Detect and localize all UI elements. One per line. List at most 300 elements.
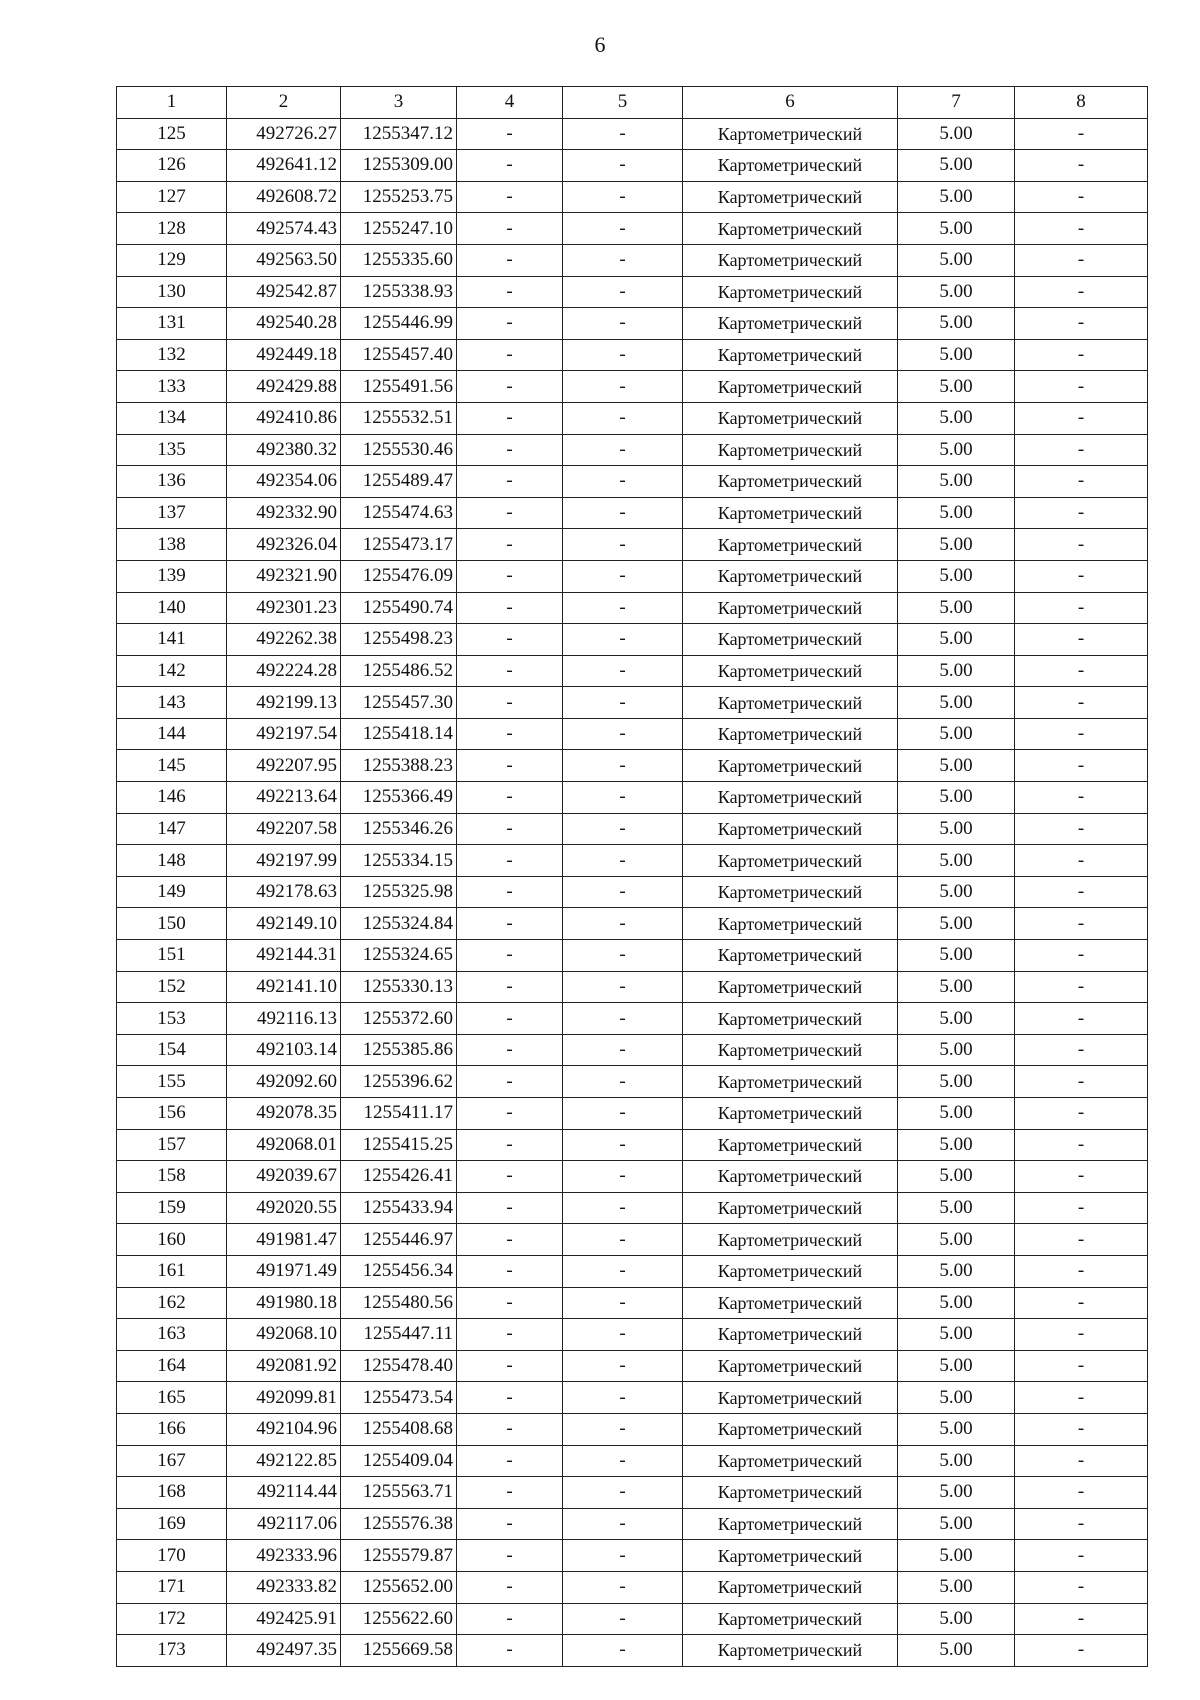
cell-y-coordinate: 1255622.60 [341, 1603, 457, 1635]
cell-y-coordinate: 1255411.17 [341, 1098, 457, 1130]
table-row [117, 592, 1148, 624]
cell-col-8: - [1015, 1255, 1148, 1287]
column-header: 1 [117, 87, 227, 119]
table-row [117, 371, 1148, 403]
cell-col-4: - [457, 624, 563, 656]
cell-x-coordinate: 492104.96 [227, 1413, 341, 1445]
cell-accuracy: 5.00 [898, 592, 1015, 624]
cell-col-4: - [457, 655, 563, 687]
header-row [117, 87, 1148, 119]
cell-point-number: 166 [117, 1413, 227, 1445]
cell-method: Картометрический [683, 1224, 898, 1256]
cell-y-coordinate: 1255579.87 [341, 1540, 457, 1572]
cell-col-8: - [1015, 497, 1148, 529]
cell-col-4: - [457, 971, 563, 1003]
cell-point-number: 148 [117, 845, 227, 877]
cell-col-4: - [457, 339, 563, 371]
cell-col-5: - [563, 150, 683, 182]
cell-col-5: - [563, 592, 683, 624]
cell-point-number: 147 [117, 813, 227, 845]
cell-y-coordinate: 1255253.75 [341, 181, 457, 213]
cell-x-coordinate: 492380.32 [227, 434, 341, 466]
cell-col-5: - [563, 1350, 683, 1382]
cell-point-number: 169 [117, 1508, 227, 1540]
cell-method: Картометрический [683, 687, 898, 719]
cell-col-5: - [563, 971, 683, 1003]
cell-col-5: - [563, 750, 683, 782]
table-row [117, 402, 1148, 434]
cell-x-coordinate: 492301.23 [227, 592, 341, 624]
cell-col-4: - [457, 718, 563, 750]
cell-accuracy: 5.00 [898, 655, 1015, 687]
cell-col-8: - [1015, 908, 1148, 940]
cell-col-8: - [1015, 1224, 1148, 1256]
cell-col-8: - [1015, 1382, 1148, 1414]
cell-col-4: - [457, 908, 563, 940]
cell-col-5: - [563, 782, 683, 814]
cell-accuracy: 5.00 [898, 624, 1015, 656]
cell-y-coordinate: 1255532.51 [341, 402, 457, 434]
cell-point-number: 156 [117, 1098, 227, 1130]
cell-accuracy: 5.00 [898, 1477, 1015, 1509]
table-row [117, 782, 1148, 814]
table-row [117, 908, 1148, 940]
cell-col-4: - [457, 876, 563, 908]
cell-method: Картометрический [683, 1161, 898, 1193]
cell-col-4: - [457, 150, 563, 182]
cell-method: Картометрический [683, 782, 898, 814]
cell-accuracy: 5.00 [898, 118, 1015, 150]
cell-x-coordinate: 492542.87 [227, 276, 341, 308]
cell-method: Картометрический [683, 592, 898, 624]
cell-method: Картометрический [683, 276, 898, 308]
cell-col-4: - [457, 592, 563, 624]
cell-method: Картометрический [683, 1034, 898, 1066]
table-row [117, 560, 1148, 592]
cell-y-coordinate: 1255396.62 [341, 1066, 457, 1098]
cell-method: Картометрический [683, 1255, 898, 1287]
cell-y-coordinate: 1255388.23 [341, 750, 457, 782]
cell-y-coordinate: 1255335.60 [341, 244, 457, 276]
cell-y-coordinate: 1255489.47 [341, 466, 457, 498]
cell-point-number: 150 [117, 908, 227, 940]
cell-col-8: - [1015, 655, 1148, 687]
cell-y-coordinate: 1255457.40 [341, 339, 457, 371]
cell-col-8: - [1015, 750, 1148, 782]
cell-y-coordinate: 1255408.68 [341, 1413, 457, 1445]
cell-accuracy: 5.00 [898, 1161, 1015, 1193]
cell-method: Картометрический [683, 1319, 898, 1351]
cell-method: Картометрический [683, 813, 898, 845]
cell-point-number: 135 [117, 434, 227, 466]
cell-col-8: - [1015, 1034, 1148, 1066]
cell-col-4: - [457, 1540, 563, 1572]
cell-col-8: - [1015, 1129, 1148, 1161]
cell-col-8: - [1015, 1603, 1148, 1635]
cell-method: Картометрический [683, 1350, 898, 1382]
cell-method: Картометрический [683, 1066, 898, 1098]
cell-accuracy: 5.00 [898, 1571, 1015, 1603]
cell-col-5: - [563, 1098, 683, 1130]
cell-x-coordinate: 492068.10 [227, 1319, 341, 1351]
cell-point-number: 149 [117, 876, 227, 908]
cell-accuracy: 5.00 [898, 782, 1015, 814]
cell-col-5: - [563, 1129, 683, 1161]
cell-point-number: 154 [117, 1034, 227, 1066]
cell-col-8: - [1015, 150, 1148, 182]
cell-x-coordinate: 492144.31 [227, 940, 341, 972]
cell-col-5: - [563, 1034, 683, 1066]
cell-y-coordinate: 1255669.58 [341, 1635, 457, 1667]
table-row [117, 150, 1148, 182]
table-row [117, 750, 1148, 782]
cell-col-8: - [1015, 213, 1148, 245]
table-row [117, 1413, 1148, 1445]
cell-col-8: - [1015, 813, 1148, 845]
cell-col-8: - [1015, 1350, 1148, 1382]
cell-col-5: - [563, 560, 683, 592]
cell-x-coordinate: 492332.90 [227, 497, 341, 529]
cell-x-coordinate: 492429.88 [227, 371, 341, 403]
cell-accuracy: 5.00 [898, 813, 1015, 845]
cell-col-8: - [1015, 1192, 1148, 1224]
cell-y-coordinate: 1255576.38 [341, 1508, 457, 1540]
cell-method: Картометрический [683, 1635, 898, 1667]
table-row [117, 687, 1148, 719]
cell-y-coordinate: 1255418.14 [341, 718, 457, 750]
cell-x-coordinate: 492092.60 [227, 1066, 341, 1098]
cell-col-8: - [1015, 181, 1148, 213]
cell-method: Картометрический [683, 529, 898, 561]
cell-accuracy: 5.00 [898, 1098, 1015, 1130]
cell-col-8: - [1015, 1413, 1148, 1445]
table-row [117, 655, 1148, 687]
cell-col-5: - [563, 687, 683, 719]
cell-accuracy: 5.00 [898, 750, 1015, 782]
table-row [117, 1098, 1148, 1130]
cell-method: Картометрический [683, 908, 898, 940]
cell-point-number: 137 [117, 497, 227, 529]
cell-method: Картометрический [683, 1098, 898, 1130]
cell-method: Картометрический [683, 1445, 898, 1477]
cell-point-number: 130 [117, 276, 227, 308]
cell-x-coordinate: 492117.06 [227, 1508, 341, 1540]
table-row [117, 466, 1148, 498]
cell-col-5: - [563, 718, 683, 750]
cell-point-number: 136 [117, 466, 227, 498]
cell-point-number: 143 [117, 687, 227, 719]
table-row [117, 308, 1148, 340]
cell-y-coordinate: 1255324.65 [341, 940, 457, 972]
cell-col-4: - [457, 1003, 563, 1035]
cell-col-8: - [1015, 592, 1148, 624]
cell-col-8: - [1015, 940, 1148, 972]
cell-x-coordinate: 492425.91 [227, 1603, 341, 1635]
cell-col-8: - [1015, 339, 1148, 371]
cell-col-4: - [457, 1224, 563, 1256]
cell-method: Картометрический [683, 1287, 898, 1319]
cell-col-4: - [457, 213, 563, 245]
table-row [117, 1224, 1148, 1256]
cell-point-number: 171 [117, 1571, 227, 1603]
cell-method: Картометрический [683, 244, 898, 276]
cell-method: Картометрический [683, 402, 898, 434]
cell-col-5: - [563, 1319, 683, 1351]
cell-point-number: 167 [117, 1445, 227, 1477]
cell-method: Картометрический [683, 308, 898, 340]
cell-col-4: - [457, 1098, 563, 1130]
cell-x-coordinate: 492207.95 [227, 750, 341, 782]
table-row [117, 1255, 1148, 1287]
cell-y-coordinate: 1255346.26 [341, 813, 457, 845]
cell-col-5: - [563, 655, 683, 687]
cell-col-5: - [563, 529, 683, 561]
cell-accuracy: 5.00 [898, 529, 1015, 561]
cell-col-4: - [457, 1129, 563, 1161]
cell-y-coordinate: 1255456.34 [341, 1255, 457, 1287]
cell-y-coordinate: 1255385.86 [341, 1034, 457, 1066]
cell-col-8: - [1015, 1477, 1148, 1509]
cell-col-5: - [563, 1066, 683, 1098]
cell-y-coordinate: 1255490.74 [341, 592, 457, 624]
cell-y-coordinate: 1255652.00 [341, 1571, 457, 1603]
cell-x-coordinate: 492020.55 [227, 1192, 341, 1224]
table-row [117, 813, 1148, 845]
cell-accuracy: 5.00 [898, 1192, 1015, 1224]
cell-col-8: - [1015, 560, 1148, 592]
cell-col-8: - [1015, 276, 1148, 308]
table-row [117, 718, 1148, 750]
cell-method: Картометрический [683, 655, 898, 687]
cell-point-number: 161 [117, 1255, 227, 1287]
cell-method: Картометрический [683, 1129, 898, 1161]
cell-x-coordinate: 492178.63 [227, 876, 341, 908]
cell-col-5: - [563, 845, 683, 877]
cell-y-coordinate: 1255474.63 [341, 497, 457, 529]
cell-point-number: 165 [117, 1382, 227, 1414]
cell-accuracy: 5.00 [898, 1413, 1015, 1445]
table-row [117, 1066, 1148, 1098]
cell-col-5: - [563, 1540, 683, 1572]
cell-method: Картометрический [683, 1540, 898, 1572]
cell-col-5: - [563, 1571, 683, 1603]
cell-col-8: - [1015, 1635, 1148, 1667]
cell-col-5: - [563, 1413, 683, 1445]
cell-y-coordinate: 1255347.12 [341, 118, 457, 150]
cell-accuracy: 5.00 [898, 1287, 1015, 1319]
cell-y-coordinate: 1255478.40 [341, 1350, 457, 1382]
cell-col-4: - [457, 1413, 563, 1445]
cell-col-4: - [457, 497, 563, 529]
table-row [117, 845, 1148, 877]
cell-col-5: - [563, 908, 683, 940]
table-row [117, 1635, 1148, 1667]
cell-x-coordinate: 492449.18 [227, 339, 341, 371]
table-row [117, 1161, 1148, 1193]
cell-col-8: - [1015, 1540, 1148, 1572]
cell-accuracy: 5.00 [898, 1129, 1015, 1161]
cell-x-coordinate: 492224.28 [227, 655, 341, 687]
cell-col-5: - [563, 434, 683, 466]
cell-col-5: - [563, 497, 683, 529]
cell-col-5: - [563, 624, 683, 656]
cell-col-4: - [457, 782, 563, 814]
table-row [117, 1350, 1148, 1382]
cell-method: Картометрический [683, 1603, 898, 1635]
cell-col-4: - [457, 1571, 563, 1603]
cell-method: Картометрический [683, 876, 898, 908]
cell-y-coordinate: 1255486.52 [341, 655, 457, 687]
cell-method: Картометрический [683, 434, 898, 466]
cell-point-number: 160 [117, 1224, 227, 1256]
cell-accuracy: 5.00 [898, 1508, 1015, 1540]
cell-col-8: - [1015, 718, 1148, 750]
cell-accuracy: 5.00 [898, 244, 1015, 276]
cell-col-5: - [563, 1382, 683, 1414]
cell-col-5: - [563, 1192, 683, 1224]
cell-x-coordinate: 492116.13 [227, 1003, 341, 1035]
table-row [117, 1508, 1148, 1540]
cell-x-coordinate: 492207.58 [227, 813, 341, 845]
cell-method: Картометрический [683, 1477, 898, 1509]
cell-y-coordinate: 1255530.46 [341, 434, 457, 466]
cell-col-5: - [563, 1477, 683, 1509]
cell-x-coordinate: 492540.28 [227, 308, 341, 340]
cell-x-coordinate: 492141.10 [227, 971, 341, 1003]
cell-y-coordinate: 1255409.04 [341, 1445, 457, 1477]
cell-accuracy: 5.00 [898, 687, 1015, 719]
cell-col-4: - [457, 750, 563, 782]
cell-col-5: - [563, 1635, 683, 1667]
cell-point-number: 146 [117, 782, 227, 814]
cell-accuracy: 5.00 [898, 466, 1015, 498]
cell-col-8: - [1015, 782, 1148, 814]
table-row [117, 1192, 1148, 1224]
cell-x-coordinate: 492326.04 [227, 529, 341, 561]
cell-point-number: 163 [117, 1319, 227, 1351]
cell-y-coordinate: 1255446.97 [341, 1224, 457, 1256]
cell-y-coordinate: 1255372.60 [341, 1003, 457, 1035]
cell-col-4: - [457, 560, 563, 592]
cell-col-5: - [563, 876, 683, 908]
cell-method: Картометрический [683, 181, 898, 213]
cell-col-4: - [457, 118, 563, 150]
cell-col-4: - [457, 813, 563, 845]
cell-col-8: - [1015, 371, 1148, 403]
cell-method: Картометрический [683, 1192, 898, 1224]
cell-col-5: - [563, 466, 683, 498]
cell-col-4: - [457, 1255, 563, 1287]
table-row [117, 1287, 1148, 1319]
cell-col-8: - [1015, 1098, 1148, 1130]
cell-x-coordinate: 492197.99 [227, 845, 341, 877]
cell-col-4: - [457, 181, 563, 213]
cell-col-4: - [457, 1319, 563, 1351]
column-header: 4 [457, 87, 563, 119]
cell-y-coordinate: 1255491.56 [341, 371, 457, 403]
cell-col-5: - [563, 181, 683, 213]
cell-accuracy: 5.00 [898, 497, 1015, 529]
column-header: 8 [1015, 87, 1148, 119]
column-header: 7 [898, 87, 1015, 119]
column-header: 2 [227, 87, 341, 119]
cell-col-5: - [563, 118, 683, 150]
cell-accuracy: 5.00 [898, 150, 1015, 182]
cell-method: Картометрический [683, 1413, 898, 1445]
cell-col-8: - [1015, 1066, 1148, 1098]
cell-x-coordinate: 492039.67 [227, 1161, 341, 1193]
table-row [117, 339, 1148, 371]
cell-x-coordinate: 492410.86 [227, 402, 341, 434]
cell-accuracy: 5.00 [898, 1540, 1015, 1572]
cell-x-coordinate: 492078.35 [227, 1098, 341, 1130]
cell-col-5: - [563, 940, 683, 972]
cell-y-coordinate: 1255473.17 [341, 529, 457, 561]
cell-point-number: 157 [117, 1129, 227, 1161]
cell-y-coordinate: 1255446.99 [341, 308, 457, 340]
table-row [117, 971, 1148, 1003]
cell-accuracy: 5.00 [898, 1635, 1015, 1667]
cell-method: Картометрический [683, 1508, 898, 1540]
cell-method: Картометрический [683, 497, 898, 529]
cell-accuracy: 5.00 [898, 308, 1015, 340]
table-row [117, 1540, 1148, 1572]
table-row [117, 181, 1148, 213]
cell-y-coordinate: 1255426.41 [341, 1161, 457, 1193]
cell-accuracy: 5.00 [898, 971, 1015, 1003]
cell-x-coordinate: 492197.54 [227, 718, 341, 750]
cell-point-number: 173 [117, 1635, 227, 1667]
cell-y-coordinate: 1255324.84 [341, 908, 457, 940]
cell-method: Картометрический [683, 371, 898, 403]
cell-x-coordinate: 492497.35 [227, 1635, 341, 1667]
table-row [117, 1129, 1148, 1161]
cell-col-4: - [457, 1192, 563, 1224]
cell-point-number: 132 [117, 339, 227, 371]
cell-point-number: 144 [117, 718, 227, 750]
cell-col-5: - [563, 1255, 683, 1287]
cell-accuracy: 5.00 [898, 940, 1015, 972]
table-row [117, 529, 1148, 561]
cell-y-coordinate: 1255447.11 [341, 1319, 457, 1351]
cell-accuracy: 5.00 [898, 1255, 1015, 1287]
cell-x-coordinate: 491971.49 [227, 1255, 341, 1287]
cell-method: Картометрический [683, 718, 898, 750]
cell-y-coordinate: 1255334.15 [341, 845, 457, 877]
cell-x-coordinate: 491981.47 [227, 1224, 341, 1256]
cell-y-coordinate: 1255325.98 [341, 876, 457, 908]
cell-col-4: - [457, 1635, 563, 1667]
cell-point-number: 141 [117, 624, 227, 656]
cell-x-coordinate: 492199.13 [227, 687, 341, 719]
cell-method: Картометрический [683, 971, 898, 1003]
cell-y-coordinate: 1255480.56 [341, 1287, 457, 1319]
cell-col-5: - [563, 371, 683, 403]
table-row [117, 118, 1148, 150]
cell-x-coordinate: 492068.01 [227, 1129, 341, 1161]
cell-col-5: - [563, 244, 683, 276]
cell-col-8: - [1015, 1508, 1148, 1540]
cell-accuracy: 5.00 [898, 371, 1015, 403]
cell-col-8: - [1015, 1571, 1148, 1603]
cell-col-4: - [457, 371, 563, 403]
cell-col-4: - [457, 308, 563, 340]
cell-point-number: 139 [117, 560, 227, 592]
cell-accuracy: 5.00 [898, 1350, 1015, 1382]
cell-accuracy: 5.00 [898, 1382, 1015, 1414]
cell-y-coordinate: 1255563.71 [341, 1477, 457, 1509]
cell-accuracy: 5.00 [898, 876, 1015, 908]
